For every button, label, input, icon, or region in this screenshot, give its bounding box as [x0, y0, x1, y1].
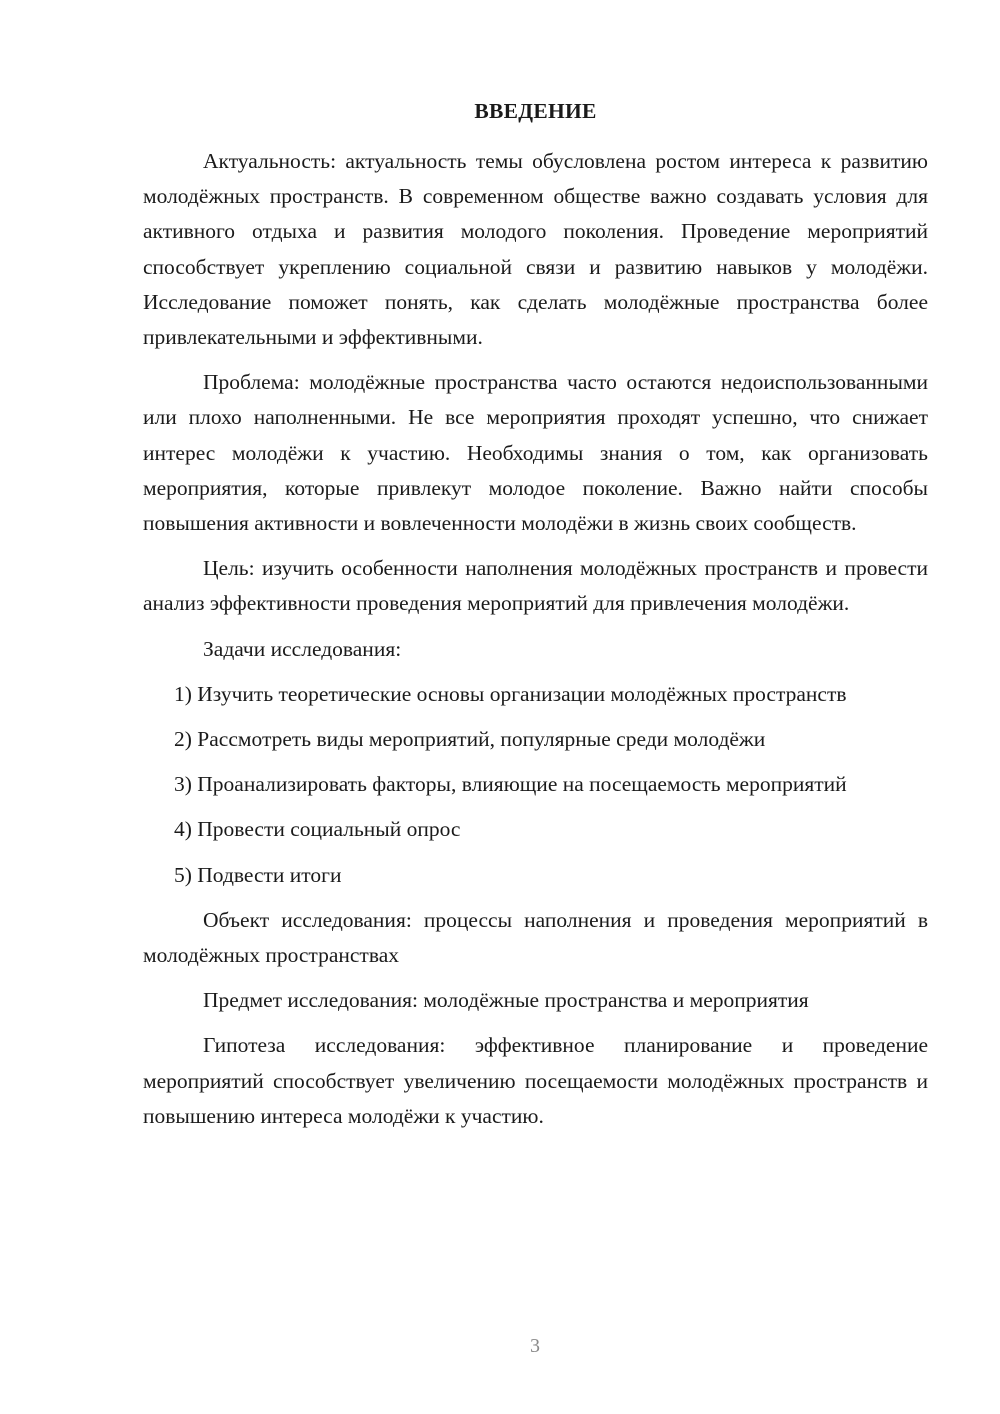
object-paragraph: Объект исследования: процессы наполнения и проведения мероприятий в молодёжных пространствах: [143, 907, 928, 968]
list-item: 5) Подвести итоги: [174, 862, 342, 887]
list-item: 1) Изучить теоретические основы организации молодёжных пространств: [174, 681, 847, 706]
hypothesis-paragraph: Гипотеза исследования: эффективное планирование и проведение мероприятий способствует увеличению посещаемости молодёжных пространств и повышению интереса молодёжи к участию.: [143, 1033, 928, 1128]
tasks-list: [143, 677, 928, 893]
relevance-paragraph: Актуальность: актуальность темы обусловлена ростом интереса к развитию молодёжных пространств. В современном обществе важно создавать условия для активного отдыха и развития молодого поколения. Проведение мероприятий способствует укреплению социальной связи и развитию навыков у молодёжи. Исследование поможет понять, как сделать молодёжные пространства более привлекательными и эффективными.: [143, 149, 928, 350]
problem-paragraph: Проблема: молодёжные пространства часто остаются недоиспользованными или плохо наполненными. Не все мероприятия проходят успешно, что снижает интерес молодёжи к участию. Необходимы знания о том, как организовать мероприятия, которые привлекут молодое поколение. Важно найти способы повышения активности и вовлеченности молодёжи в жизнь своих сообществ.: [143, 370, 928, 536]
subject-paragraph: Предмет исследования: молодёжные пространства и мероприятия: [203, 988, 809, 1013]
list-item: 3) Проанализировать факторы, влияющие на посещаемость мероприятий: [174, 772, 847, 797]
list-item: 2) Рассмотреть виды мероприятий, популярные среди молодёжи: [174, 727, 766, 752]
page-title: ВВЕДЕНИЕ: [474, 99, 597, 123]
goal-paragraph: Цель: изучить особенности наполнения молодёжных пространств и провести анализ эффективности проведения мероприятий для привлечения молодёжи.: [143, 556, 928, 616]
list-item: 4) Провести социальный опрос: [174, 817, 461, 842]
page-number: 3: [530, 1335, 540, 1357]
document-page: [143, 94, 928, 1144]
tasks-title: Задачи исследования:: [203, 636, 402, 661]
